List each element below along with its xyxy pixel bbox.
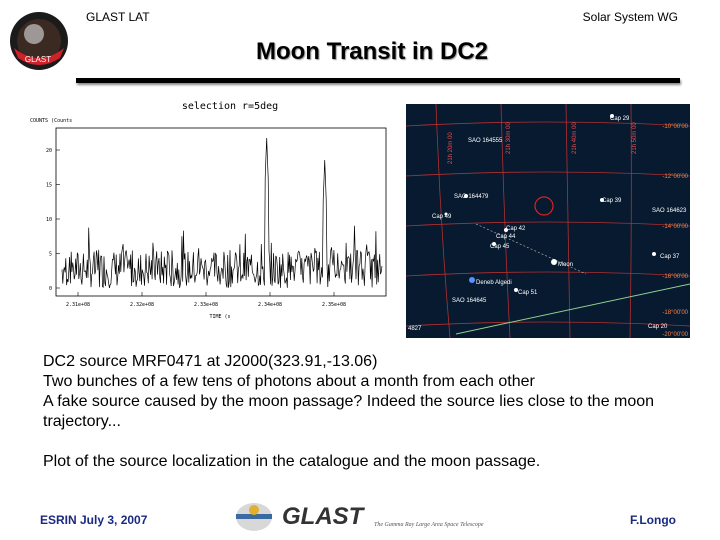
sky-dec-label-3: -14°00'00 bbox=[662, 224, 688, 230]
sky-dec-label-1: -10°00'00 bbox=[662, 124, 688, 130]
sky-ra-label-2: 21h 40m 00 bbox=[572, 122, 578, 154]
sky-label-sao164479: SAO 164479 bbox=[454, 194, 489, 200]
sky-label-cap51: Cap 51 bbox=[518, 290, 538, 296]
plot-x-tick-label: 2.32e+08 bbox=[129, 302, 155, 308]
slide-title: Moon Transit in DC2 bbox=[255, 38, 488, 65]
plot-x-tick-label: 2.34e+08 bbox=[257, 302, 283, 308]
plot-x-tick-label: 2.33e+08 bbox=[193, 302, 219, 308]
footer-author: F.Longo bbox=[630, 513, 676, 527]
sky-dec-label-2: -12°00'00 bbox=[662, 174, 688, 180]
sky-ra-label-4: 21h 20m 00 bbox=[448, 132, 454, 164]
plot-x-ticks bbox=[66, 292, 346, 308]
sky-dec-label-5: -18°00'00 bbox=[662, 310, 688, 316]
sky-dec-label-6: -20°00'00 bbox=[662, 332, 688, 338]
body-line-source: DC2 source MRF0471 at J2000(323.91,-13.06) bbox=[43, 353, 378, 370]
plot-y-tick-label: 20 bbox=[45, 148, 52, 154]
body-line-plot-description: Plot of the source localization in the catalogue and the moon passage. bbox=[43, 453, 541, 470]
sky-label-deneb-algedi: Deneb Algedi bbox=[476, 280, 512, 286]
sky-label-cap29: Cap 29 bbox=[610, 116, 630, 122]
glast-banner-logo bbox=[232, 498, 504, 536]
banner-subtitle: The Gamma Ray Large Area Space Telescope bbox=[374, 522, 484, 528]
plot-title: selection r=5deg bbox=[181, 101, 279, 112]
plot-y-tick-label: 15 bbox=[45, 182, 52, 189]
sky-label-sao164623: SAO 164623 bbox=[652, 208, 687, 214]
sky-ra-label-3: 21h 50m 00 bbox=[632, 122, 638, 154]
plot-x-tick-label: 2.31e+08 bbox=[65, 302, 91, 308]
title-rule bbox=[76, 78, 680, 83]
sky-label-sao164555: SAO 164555 bbox=[468, 138, 503, 144]
plot-y-ticks bbox=[46, 148, 60, 292]
sky-label-cap44: Cap 44 bbox=[496, 234, 516, 240]
plot-y-tick-label: 5 bbox=[48, 251, 52, 258]
header-left-label: GLAST LAT bbox=[86, 10, 150, 24]
sky-map bbox=[406, 104, 690, 338]
plot-ylabel: COUNTS (Counts bbox=[30, 118, 73, 124]
svg-text:GLAST: GLAST bbox=[24, 55, 52, 64]
sky-label-cap42: Cap 42 bbox=[506, 226, 526, 232]
body-line-fake-source: A fake source caused by the moon passage? Indeed the source lies close to the moon trajectory... bbox=[43, 393, 655, 430]
footer-date: ESRIN July 3, 2007 bbox=[40, 513, 148, 527]
plot-y-tick-label: 10 bbox=[45, 217, 52, 223]
plot-xlabel: TIME (s bbox=[209, 314, 231, 320]
light-curve-plot bbox=[30, 100, 396, 322]
sky-dec-label-4: -16°00'00 bbox=[662, 274, 688, 280]
sky-label-sao164645: SAO 164645 bbox=[452, 298, 487, 304]
slide-body bbox=[43, 352, 703, 472]
sky-label-cap20: Cap 20 bbox=[648, 324, 668, 330]
plot-y-tick-label: 0 bbox=[48, 286, 52, 292]
body-line-bunches: Two bunches of a few tens of photons about a month from each other bbox=[43, 373, 535, 390]
sky-label-cap37: Cap 37 bbox=[660, 254, 680, 260]
header-right-label: Solar System WG bbox=[582, 10, 678, 24]
plot-x-tick-label: 2.35e+08 bbox=[321, 302, 347, 308]
light-curve-line bbox=[62, 138, 382, 288]
sky-label-cap39: Cap 39 bbox=[602, 198, 622, 204]
sky-label-cap45: Cap 45 bbox=[490, 244, 510, 250]
sky-label-cap49: Cap 49 bbox=[432, 214, 452, 220]
sky-label-moon: Moon bbox=[558, 262, 574, 268]
sky-corner-label: 4827 bbox=[408, 326, 422, 332]
sky-ra-label-1: 21h 30m 00 bbox=[506, 122, 512, 154]
banner-title: GLAST bbox=[282, 503, 364, 530]
